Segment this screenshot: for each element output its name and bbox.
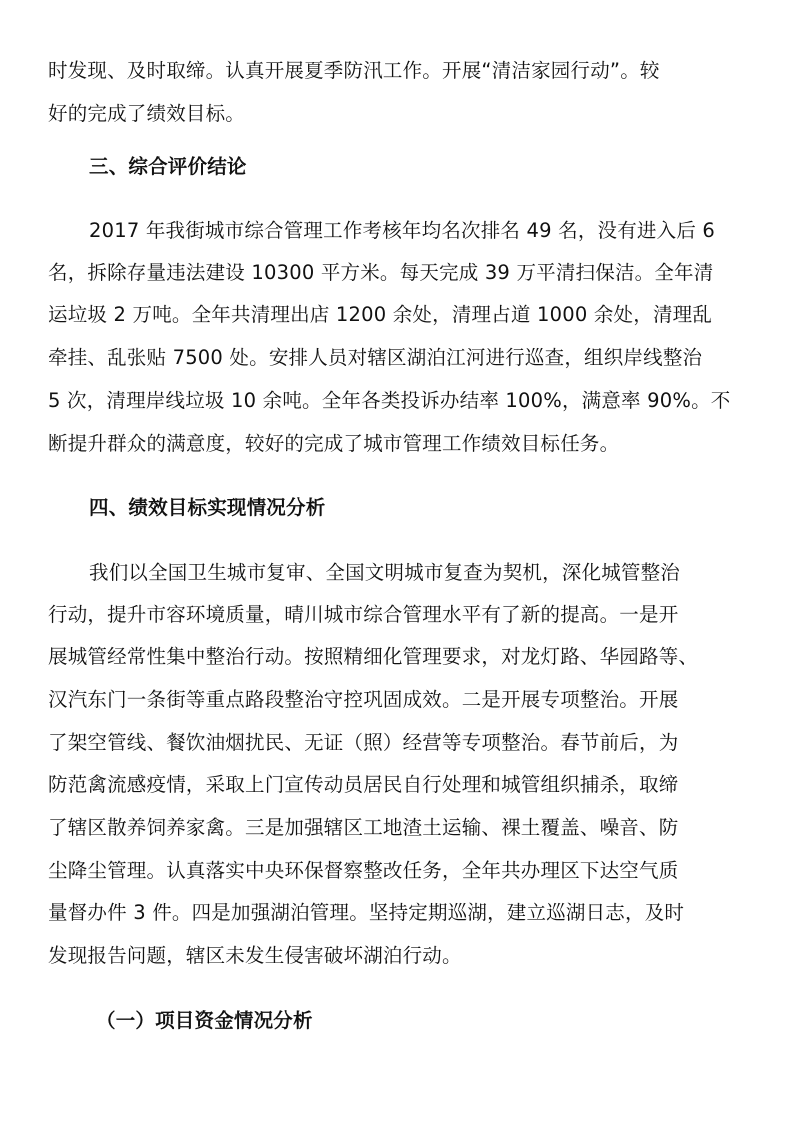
section-4-line-9: 量督办件 3 件。四是加强湖泊管理。坚持定期巡湖，建立巡湖日志，及时 xyxy=(48,901,685,924)
section-4-line-3: 展城管经常性集中整治行动。按照精细化管理要求，对龙灯路、华园路等、 xyxy=(48,645,699,668)
section-4-heading: 四、绩效目标实现情况分析 xyxy=(89,496,326,519)
section-3-line-5: 5 次，清理岸线垃圾 10 余吨。全年各类投诉办结率 100%，满意率 90%。不 xyxy=(48,389,731,412)
section-3-heading: 三、综合评价结论 xyxy=(89,155,247,178)
intro-line-1: 时发现、及时取缔。认真开展夏季防汛工作。开展“清洁家园行动”。较 xyxy=(48,59,660,82)
section-3-line-3: 运垃圾 2 万吨。全年共清理出店 1200 余处，清理占道 1000 余处，清理乱 xyxy=(48,303,713,326)
section-3-line-6: 断提升群众的满意度，较好的完成了城市管理工作绩效目标任务。 xyxy=(48,432,620,455)
section-4-line-5: 了架空管线、餐饮油烟扰民、无证（照）经营等专项整治。春节前后，为 xyxy=(48,731,679,754)
section-4-line-10: 发现报告问题，辖区未发生侵害破坏湖泊行动。 xyxy=(48,944,462,967)
section-3-line-4: 牵挂、乱张贴 7500 处。安排人员对辖区湖泊江河进行巡查，组织岸线整治 xyxy=(48,346,703,369)
intro-line-2: 好的完成了绩效目标。 xyxy=(48,102,246,125)
subsection-1-heading: （一）项目资金情况分析 xyxy=(96,1009,313,1032)
section-4-line-1: 我们以全国卫生城市复审、全国文明城市复查为契机，深化城管整治 xyxy=(89,561,681,584)
section-4-line-4: 汉汽东门一条街等重点路段整治守控巩固成效。二是开展专项整治。开展 xyxy=(48,688,679,711)
section-3-line-1: 2017 年我街城市综合管理工作考核年均名次排名 49 名，没有进入后 6 xyxy=(89,219,716,242)
section-4-line-8: 尘降尘管理。认真落实中央环保督察整改任务，全年共办理区下达空气质 xyxy=(48,859,679,882)
section-3-line-2: 名，拆除存量违法建设 10300 平方米。每天完成 39 万平清扫保洁。全年清 xyxy=(48,261,714,284)
section-4-line-6: 防范禽流感疫情，采取上门宣传动员居民自行处理和城管组织捕杀，取缔 xyxy=(48,773,679,796)
section-4-line-2: 行动，提升市容环境质量，晴川城市综合管理水平有了新的提高。一是开 xyxy=(48,603,679,626)
section-4-line-7: 了辖区散养饲养家禽。三是加强辖区工地渣土运输、裸土覆盖、噪音、防 xyxy=(48,816,679,839)
